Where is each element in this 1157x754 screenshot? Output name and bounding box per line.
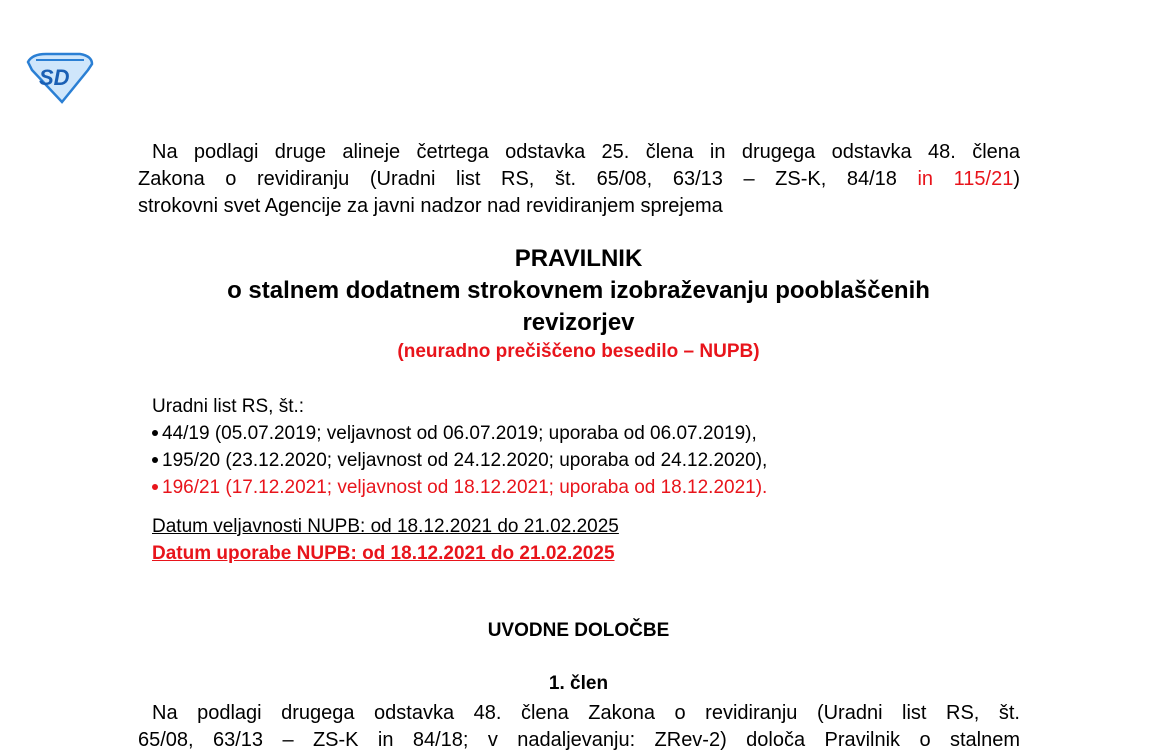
article-line-1: Na podlagi drugega odstavka 48. člena Zakona o revidiranju (Uradni list RS, št. [152,702,1020,724]
application-date: Datum uporabe NUPB: od 18.12.2021 do 21.02.2025 [152,543,615,564]
intro-line-2 [138,166,1020,193]
bullet-icon [152,430,158,436]
intro-line-1: Na podlagi druge alineje četrtega odstavka 25. člena in drugega odstavka 48. člena [152,141,1020,163]
nupb-note: (neuradno prečiščeno besedilo – NUPB) [397,341,760,362]
article-heading: 1. člen [548,673,609,694]
document-subtitle-1: o stalnem dodatnem strokovnem izobraževanju pooblaščenih [227,277,930,304]
agency-logo [22,48,96,104]
intro-line-2-text: Zakona o revidiranju (Uradni list RS, št. 65/08, 63/13 – ZS-K, 84/18 [138,168,918,190]
gazette-item-1 [152,420,757,447]
gazette-item-3-text: 196/21 (17.12.2021; veljavnost od 18.12.2021; uporaba od 18.12.2021). [162,477,768,498]
article-line-2: 65/08, 63/13 – ZS-K in 84/18; v nadaljevanju: ZRev-2) določa Pravilnik o stalnem [138,729,1020,751]
bullet-icon [152,457,158,463]
logo-lettering: SD [39,65,70,90]
intro-line-2-end: ) [1013,168,1020,190]
gazette-item-2 [152,447,767,474]
document-subtitle-2: revizorjev [522,309,635,336]
intro-line-3: strokovni svet Agencije za javni nadzor nad revidiranjem sprejema [138,195,723,217]
gazette-item-2-text: 195/20 (23.12.2020; veljavnost od 24.12.2020; uporaba od 24.12.2020), [162,450,768,471]
gazette-item-1-text: 44/19 (05.07.2019; veljavnost od 06.07.2019; uporaba od 06.07.2019), [162,423,757,444]
intro-amendment: in 115/21 [917,168,1014,190]
bullet-icon [152,484,158,490]
gazette-item-3 [152,474,767,501]
gazette-label: Uradni list RS, št.: [152,396,305,417]
validity-date: Datum veljavnosti NUPB: od 18.12.2021 do 21.02.2025 [152,516,619,537]
section-heading: UVODNE DOLOČBE [487,620,670,641]
document-title: PRAVILNIK [514,245,643,272]
